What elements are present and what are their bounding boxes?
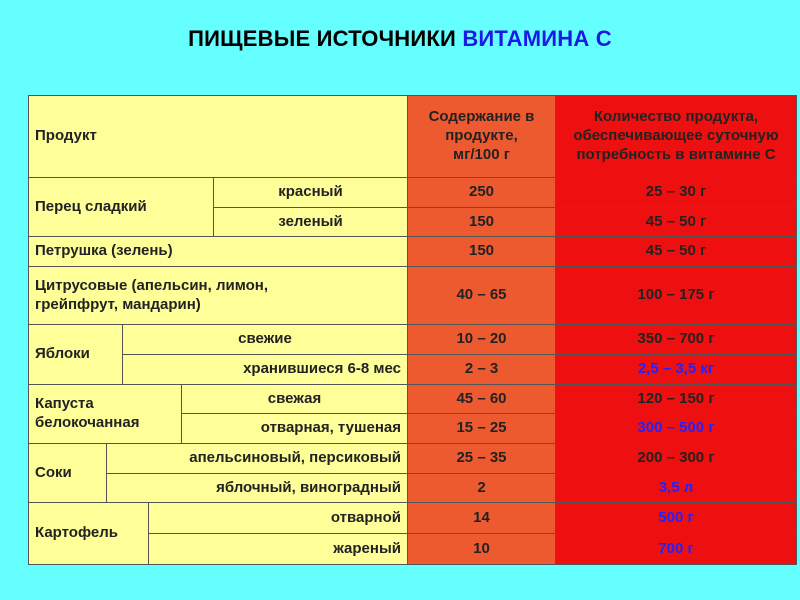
pepper-red-variant: красный — [214, 177, 408, 207]
apples-fresh-need: 350 – 700 г — [556, 325, 797, 355]
citrus-label-line-1: Цитрусовые (апельсин, лимон, — [35, 276, 268, 294]
table-row-juices-apple — [29, 473, 797, 503]
cabbage-label — [29, 384, 182, 443]
cabbage-cooked-variant: отварная, тушеная — [182, 414, 408, 444]
apples-stored-content: 2 – 3 — [408, 355, 556, 385]
parsley-need: 45 – 50 г — [556, 237, 797, 267]
title-part-2: ВИТАМИНА С — [462, 26, 612, 51]
table-row-apples-fresh — [29, 325, 797, 355]
juices-orange-need: 200 – 300 г — [556, 444, 797, 474]
potato-fried-variant: жареный — [149, 534, 408, 565]
potato-fried-need: 700 г — [556, 534, 797, 565]
cabbage-cooked-need: 300 – 500 г — [556, 414, 797, 444]
table-row-pepper-red — [29, 177, 797, 207]
header-need-line-2: обеспечивающее суточную — [573, 127, 779, 145]
cabbage-fresh-variant: свежая — [182, 384, 408, 414]
vitamin-c-table — [28, 95, 797, 565]
page-title — [0, 26, 800, 52]
juices-apple-need: 3,5 л — [556, 473, 797, 503]
pepper-green-need: 45 – 50 г — [556, 207, 797, 237]
juices-apple-variant: яблочный, виноградный — [107, 473, 408, 503]
citrus-need: 100 – 175 г — [556, 266, 797, 324]
pepper-red-content: 250 — [408, 177, 556, 207]
citrus-label-line-2: грейпфрут, мандарин) — [35, 295, 201, 313]
parsley-label: Петрушка (зелень) — [29, 237, 408, 267]
apples-stored-variant: хранившиеся 6-8 мес — [123, 355, 408, 385]
title-part-1: ПИЩЕВЫЕ ИСТОЧНИКИ — [188, 26, 463, 51]
header-content-line-3: мг/100 г — [453, 145, 510, 163]
table-row-potato-boiled — [29, 503, 797, 534]
header-need-line-1: Количество продукта, — [593, 108, 759, 126]
potato-label: Картофель — [29, 503, 149, 565]
pepper-green-variant: зеленый — [214, 207, 408, 237]
pepper-green-content: 150 — [408, 207, 556, 237]
citrus-label — [29, 266, 408, 324]
juices-orange-content: 25 – 35 — [408, 444, 556, 474]
header-content-line-1: Содержание в — [428, 108, 535, 126]
juices-apple-content: 2 — [408, 473, 556, 503]
citrus-content: 40 – 65 — [408, 266, 556, 324]
apples-label: Яблоки — [29, 325, 123, 384]
table-row-apples-stored — [29, 355, 797, 385]
table-row-juices-orange — [29, 444, 797, 474]
potato-boiled-variant: отварной — [149, 503, 408, 534]
cabbage-fresh-need: 120 – 150 г — [556, 384, 797, 414]
cabbage-fresh-content: 45 – 60 — [408, 384, 556, 414]
header-content-line-2: продукте, — [445, 127, 518, 145]
juices-orange-variant: апельсиновый, персиковый — [107, 444, 408, 474]
apples-fresh-variant: свежие — [123, 325, 408, 355]
potato-boiled-need: 500 г — [556, 503, 797, 534]
cabbage-cooked-content: 15 – 25 — [408, 414, 556, 444]
table-header-row — [29, 96, 797, 178]
header-content — [408, 96, 556, 178]
header-need-line-3: потребность в витамине С — [576, 145, 776, 163]
table-row-citrus — [29, 266, 797, 324]
parsley-content: 150 — [408, 237, 556, 267]
cabbage-label-line-2: белокочанная — [35, 413, 140, 431]
apples-fresh-content: 10 – 20 — [408, 325, 556, 355]
pepper-red-need: 25 – 30 г — [556, 177, 797, 207]
pepper-label: Перец сладкий — [29, 177, 214, 236]
header-product: Продукт — [29, 96, 408, 178]
table-row-parsley — [29, 237, 797, 267]
apples-stored-need: 2,5 – 3,5 кг — [556, 355, 797, 385]
table-row-cabbage-fresh — [29, 384, 797, 414]
potato-boiled-content: 14 — [408, 503, 556, 534]
potato-fried-content: 10 — [408, 534, 556, 565]
header-need — [556, 96, 797, 178]
juices-label: Соки — [29, 444, 107, 503]
cabbage-label-line-1: Капуста — [35, 395, 94, 413]
